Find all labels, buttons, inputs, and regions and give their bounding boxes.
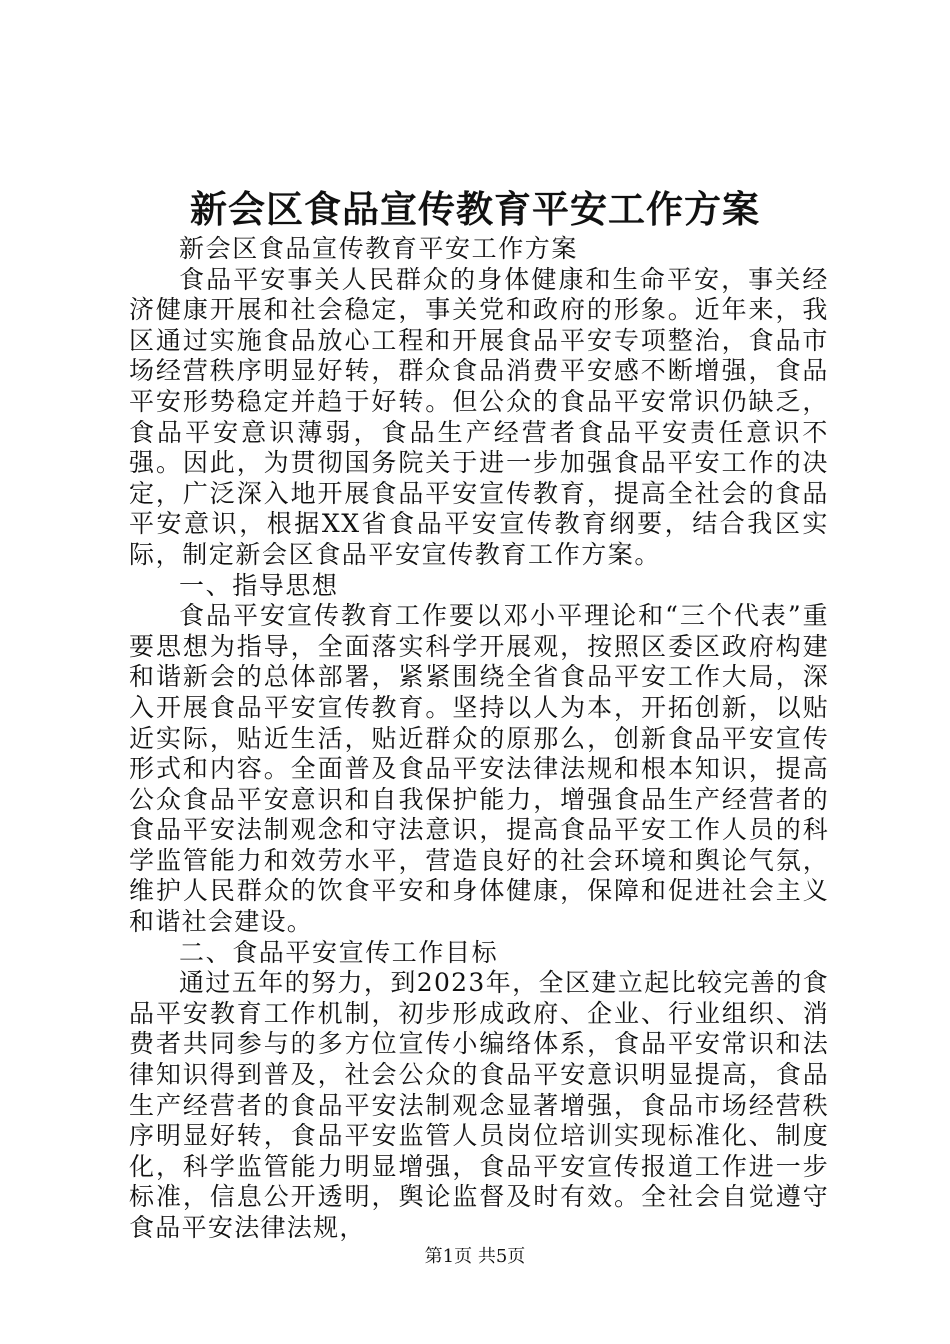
paragraph-work-goals: 通过五年的努力，到2023年，全区建立起比较完善的食品平安教育工作机制，初步形成政府、企业、行业组织、消费者共同参与的多方位宣传小编络体系，食品平安常识和法律知识得到普及，社会公众的食品平安意识明显提高，食品生产经营者的食品平安法制观念显著增强，食品市场经营秩序明显好转，食品平安监管人员岗位培训实现标准化、制度化，科学监管能力明显增强，食品平安宣传报道工作进一步标准，信息公开透明，舆论监督及时有效。全社会自觉遵守食品平安法律法规，: [129, 968, 829, 1242]
paragraph-subtitle: 新会区食品宣传教育平安工作方案: [179, 234, 579, 263]
document-title: 新会区食品宣传教育平安工作方案: [190, 187, 760, 231]
paragraph-guiding-ideology: 食品平安宣传教育工作要以邓小平理论和“三个代表”重要思想为指导，全面落实科学开展观，按照区委区政府构建和谐新会的总体部署，紧紧围绕全省食品平安工作大局，深入开展食品平安宣传教育。坚持以人为本，开拓创新，以贴近实际，贴近生活，贴近群众的原那么，创新食品平安宣传形式和内容。全面普及食品平安法律法规和根本知识，提高公众食品平安意识和自我保护能力，增强食品生产经营者的食品平安法制观念和守法意识，提高食品平安工作人员的科学监管能力和效劳水平，营造良好的社会环境和舆论气氛，维护人民群众的饮食平安和身体健康，保障和促进社会主义和谐社会建设。: [129, 601, 829, 937]
page-number-footer: 第1页 共5页: [424, 1246, 526, 1267]
document-body: [129, 234, 829, 1244]
section-heading-guiding-ideology: 一、指导思想: [179, 570, 339, 600]
paragraph-intro: 食品平安事关人民群众的身体健康和生命平安，事关经济健康开展和社会稳定，事关党和政府的形象。近年来，我区通过实施食品放心工程和开展食品平安专项整治，食品市场经营秩序明显好转，群众食品消费平安感不断增强，食品平安形势稳定并趋于好转。但公众的食品平安常识仍缺乏，食品平安意识薄弱，食品生产经营者食品平安责任意识不强。因此，为贯彻国务院关于进一步加强食品平安工作的决定，广泛深入地开展食品平安宣传教育，提高全社会的食品平安意识，根据XX省食品平安宣传教育纲要，结合我区实际，制定新会区食品平安宣传教育工作方案。: [129, 264, 829, 569]
section-heading-work-goals: 二、食品平安宣传工作目标: [179, 937, 499, 967]
